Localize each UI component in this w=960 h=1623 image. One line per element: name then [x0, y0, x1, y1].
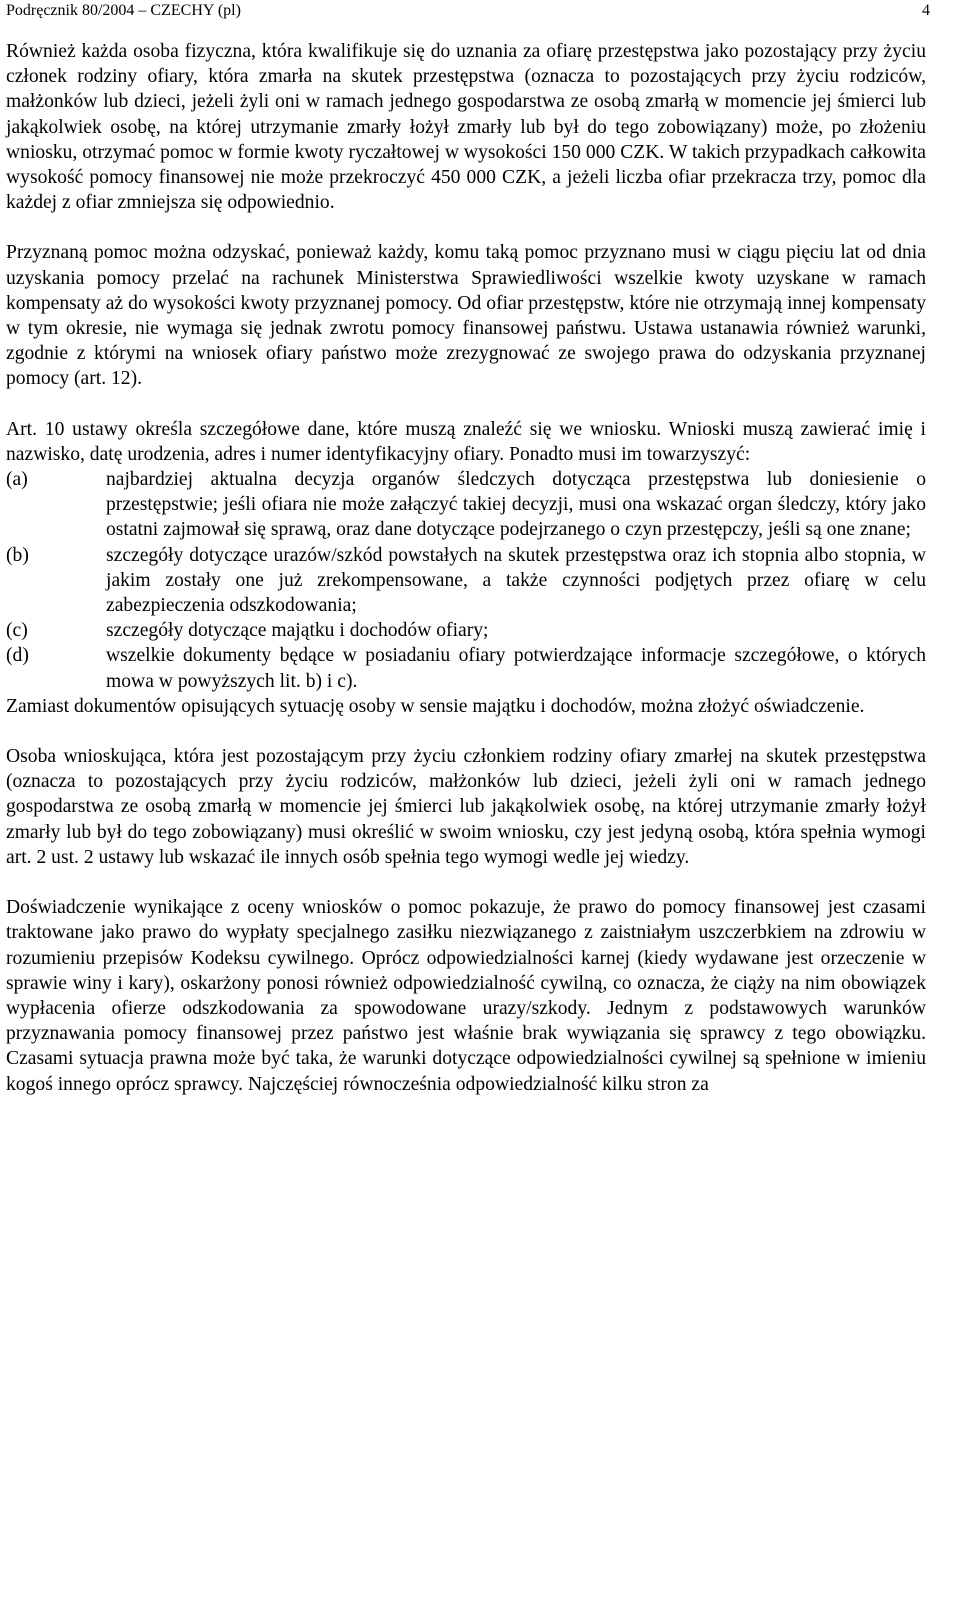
- list-item-text: szczegóły dotyczące urazów/szkód powstałych na skutek przestępstwa oraz ich stopnia albo stopnia, w jakim zostały one już zrekompensowane, a także czynności podjętych przez ofiarę w celu zabezpieczenia odszkodowania;: [106, 544, 926, 617]
- list-item-marker: (a): [6, 469, 28, 491]
- page-number: 4: [922, 2, 930, 19]
- paragraph-surviving-relative: Osoba wnioskująca, która jest pozostającym przy życiu członkiem rodziny ofiary zmarłej na skutek przestępstwa (oznacza to pozostających przy życiu rodziców, małżonków lub dzieci, jeżeli żyli oni w ramach jednego gospodarstwa ze osobą zmarłą w momencie jej śmierci lub jakąkolwiek osobę, na której utrzymanie zmarły łożył zmarły lub był do tego zobowiązany) musi określić w swoim wniosku, czy jest jedyną osobą, która spełnia wymogi art. 2 ust. 2 ustawy lub wskazać ile innych osób spełnia tego wymogi wedle jej wiedzy.: [6, 746, 926, 868]
- paragraph-application-contents: Art. 10 ustawy określa szczegółowe dane, które muszą znaleźć się we wniosku. Wnioski muszą zawierać imię i nazwisko, datę urodzenia, adres i numer identyfikacyjny ofiary. Ponadto musi im towarzyszyć:: [6, 418, 926, 465]
- list-item-marker: (b): [6, 544, 29, 566]
- list-item-text: wszelkie dokumenty będące w posiadaniu ofiary potwierdzające informacje szczegółowe, o których mowa w powyższych lit. b) i c).: [106, 645, 926, 692]
- paragraph-declaration: Zamiast dokumentów opisujących sytuację osoby w sensie majątku i dochodów, można złożyć oświadczenie.: [6, 695, 865, 717]
- document-title: Podręcznik 80/2004 – CZECHY (pl): [6, 2, 241, 19]
- document-body: [6, 39, 926, 1097]
- list-item: [6, 618, 926, 643]
- list-item-marker: (d): [6, 645, 29, 667]
- list-item-text: najbardziej aktualna decyzja organów śledczych dotycząca przestępstwa lub doniesienie o przestępstwie; jeśli ofiara nie może załączyć takiej decyzji, musi ona wskazać organ śledczy, który jako ostatni zajmował się sprawą, oraz dane dotyczące podejrzanego o czyn przestępczy, jeśli są one znane;: [106, 469, 926, 541]
- list-item-marker: (c): [6, 620, 28, 642]
- list-item: [6, 543, 926, 619]
- list-item-text: szczegóły dotyczące majątku i dochodów ofiary;: [106, 620, 489, 642]
- paragraph-lump-sum-aid: Również każda osoba fizyczna, która kwalifikuje się do uznania za ofiarę przestępstwa jako pozostający przy życiu członek rodziny ofiary, która zmarła na skutek przestępstwa (oznacza to pozostających przy życiu rodziców, małżonków lub dzieci, jeżeli żyli oni w ramach jednego gospodarstwa ze osobą zmarłą w momencie jej śmierci lub jakąkolwiek osobę, na której utrzymanie zmarły łożył zmarły lub był do tego zobowiązany) może, po złożeniu wniosku, otrzymać pomoc w formie kwoty ryczałtowej w wysokości 150 000 CZK. W takich przypadkach całkowita wysokość pomocy finansowej nie może przekroczyć 450 000 CZK, a jeżeli liczba ofiar przekracza trzy, pomoc dla każdej z ofiar zmniejsza się odpowiednio.: [6, 41, 926, 214]
- list-item: [6, 643, 926, 693]
- paragraph-aid-recovery: Przyznaną pomoc można odzyskać, ponieważ każdy, komu taką pomoc przyznano musi w ciągu pięciu lat od dnia uzyskania pomocy przelać na rachunek Ministerstwa Sprawiedliwości wszelkie kwoty uzyskane w ramach kompensaty aż do wysokości kwoty przyznanej pomocy. Od ofiar przestępstw, które nie otrzymają innej kompensaty w tym okresie, nie wymaga się jednak zwrotu pomocy finansowej państwu. Ustawa ustanawia również warunki, zgodnie z którymi na wniosek ofiary państwo może zrezygnować ze swojego prawa do odzyskania przyznanej pomocy (art. 12).: [6, 242, 926, 390]
- page-header: [6, 0, 930, 22]
- required-documents-list: [6, 467, 926, 694]
- paragraph-experience: Doświadczenie wynikające z oceny wniosków o pomoc pokazuje, że prawo do pomocy finansowej jest czasami traktowane jako prawo do wypłaty specjalnego zasiłku niezwiązanego z zaistniałym uszczerbkiem na zdrowiu w rozumieniu przepisów Kodeksu cywilnego. Oprócz odpowiedzialności karnej (kiedy wydawane jest orzeczenie w sprawie winy i kary), oskarżony ponosi również odpowiedzialność cywilną, co oznacza, że ciąży na nim obowiązek wypłacenia ofierze odszkodowania za spowodowane urazy/szkody. Jednym z podstawowych warunków przyznawania pomocy finansowej przez państwo jest właśnie brak wywiązania się sprawcy z tego obowiązku. Czasami sytuacja prawna może być taka, że warunki dotyczące odpowiedzialności cywilnej są spełnione w imieniu kogoś innego oprócz sprawcy. Najczęściej równocześnia odpowiedzialność kilku stron za: [6, 897, 926, 1095]
- list-item: [6, 467, 926, 543]
